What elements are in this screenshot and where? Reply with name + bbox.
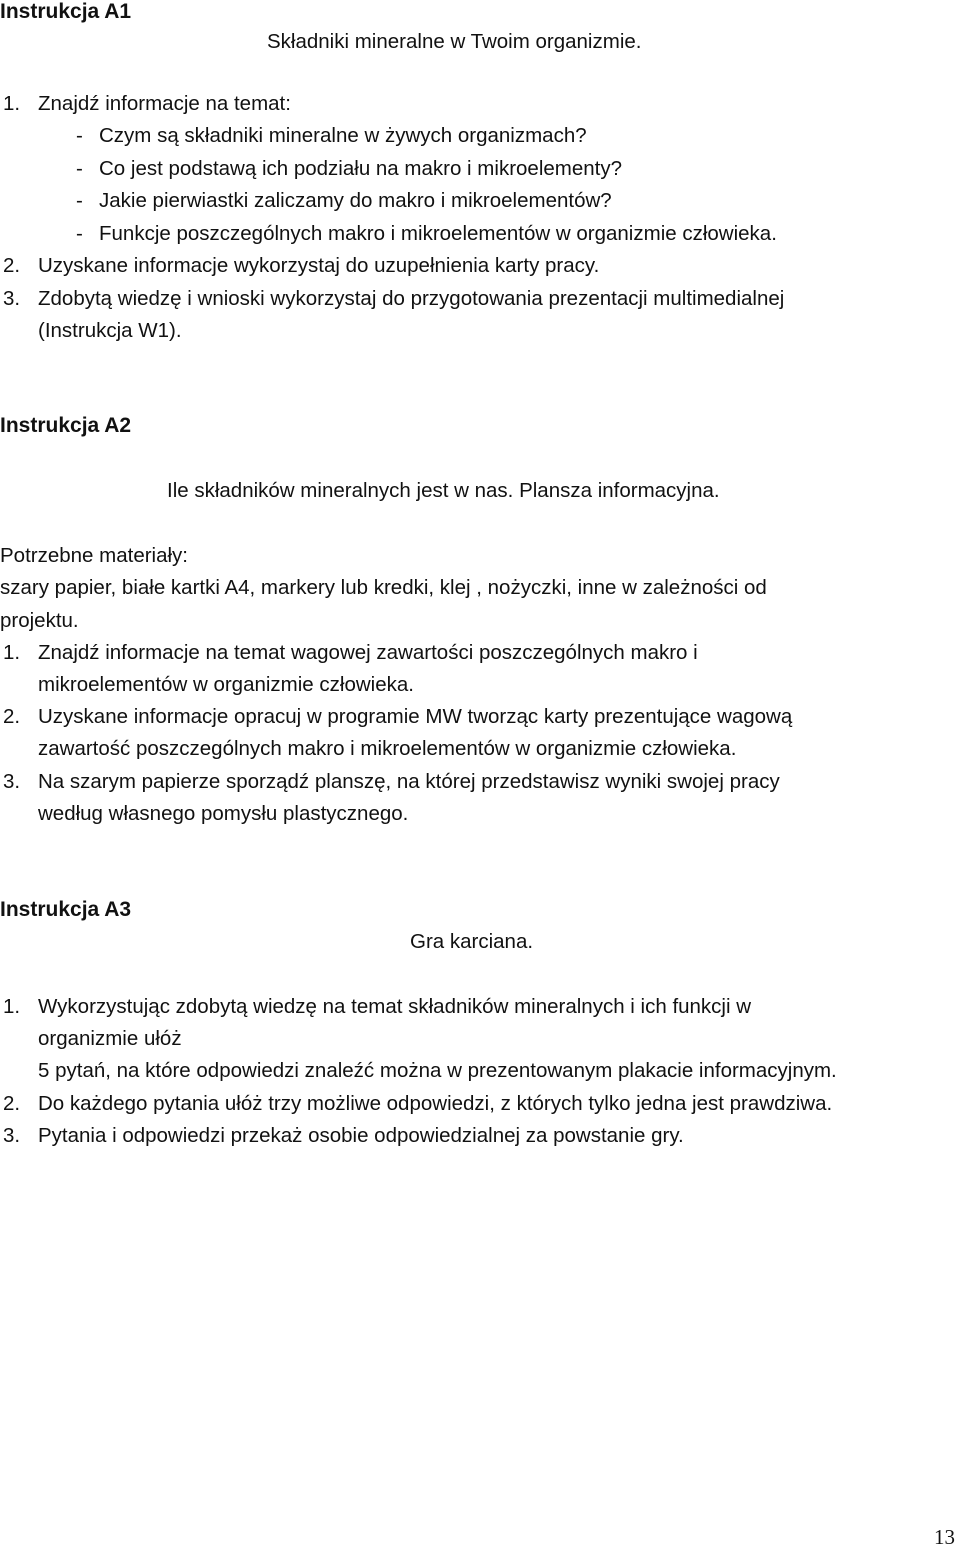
a3-item1-line3: 5 pytań, na które odpowiedzi znaleźć można w prezentowanym plakacie informacyjnym. bbox=[38, 1059, 837, 1082]
a2-item1-line2: mikroelementów w organizmie człowieka. bbox=[38, 673, 414, 696]
a1-item1-text: Znajdź informacje na temat: bbox=[38, 92, 291, 115]
heading-a1: Instrukcja A1 bbox=[0, 0, 132, 23]
a2-item3-line2: według własnego pomysłu plastycznego. bbox=[38, 802, 409, 825]
subtitle-a1: Składniki mineralne w Twoim organizmie. bbox=[267, 30, 642, 53]
a2-item2-line1: Uzyskane informacje opracuj w programie MW tworząc karty prezentujące wagową bbox=[38, 705, 793, 728]
a1-bullet-marker: - bbox=[76, 189, 83, 212]
a1-bullet-2: Co jest podstawą ich podziału na makro i mikroelementy? bbox=[99, 157, 623, 180]
a2-item3-number: 3. bbox=[3, 770, 21, 793]
a1-bullet-marker: - bbox=[76, 157, 83, 180]
a3-item3-number: 3. bbox=[3, 1124, 21, 1147]
a1-bullet-4: Funkcje poszczególnych makro i mikroelementów w organizmie człowieka. bbox=[99, 222, 777, 245]
a1-item2-text: Uzyskane informacje wykorzystaj do uzupełnienia karty pracy. bbox=[38, 254, 600, 277]
a2-materials-label: Potrzebne materiały: bbox=[0, 544, 189, 567]
heading-a3: Instrukcja A3 bbox=[0, 898, 132, 921]
a2-materials-line1: szary papier, białe kartki A4, markery lub kredki, klej , nożyczki, inne w zależności od bbox=[0, 576, 767, 599]
a3-item1-line1: Wykorzystując zdobytą wiedzę na temat składników mineralnych i ich funkcji w bbox=[38, 995, 752, 1018]
a1-item3-line2: (Instrukcja W1). bbox=[38, 319, 182, 342]
a1-bullet-marker: - bbox=[76, 124, 83, 147]
a2-item1-line1: Znajdź informacje na temat wagowej zawartości poszczególnych makro i bbox=[38, 641, 698, 664]
heading-a2: Instrukcja A2 bbox=[0, 414, 132, 437]
page-number: 13 bbox=[934, 1525, 955, 1549]
a1-bullet-3: Jakie pierwiastki zaliczamy do makro i mikroelementów? bbox=[99, 189, 612, 212]
a1-item2-number: 2. bbox=[3, 254, 21, 277]
a3-item1-line2: organizmie ułóż bbox=[38, 1027, 182, 1050]
a1-item1-number: 1. bbox=[3, 92, 21, 115]
a2-item2-number: 2. bbox=[3, 705, 21, 728]
a3-item2-text: Do każdego pytania ułóż trzy możliwe odpowiedzi, z których tylko jedna jest prawdziwa. bbox=[38, 1092, 833, 1115]
a1-item3-line1: Zdobytą wiedzę i wnioski wykorzystaj do przygotowania prezentacji multimedialnej bbox=[38, 287, 785, 310]
a2-materials-line2: projektu. bbox=[0, 609, 79, 632]
a1-item3-number: 3. bbox=[3, 287, 21, 310]
a2-item2-line2: zawartość poszczególnych makro i mikroelementów w organizmie człowieka. bbox=[38, 737, 737, 760]
a3-item3-text: Pytania i odpowiedzi przekaż osobie odpowiedzialnej za powstanie gry. bbox=[38, 1124, 684, 1147]
subtitle-a2: Ile składników mineralnych jest w nas. Plansza informacyjna. bbox=[167, 479, 720, 502]
a3-item2-number: 2. bbox=[3, 1092, 21, 1115]
a3-item1-number: 1. bbox=[3, 995, 21, 1018]
a2-item3-line1: Na szarym papierze sporządź planszę, na której przedstawisz wyniki swojej pracy bbox=[38, 770, 780, 793]
a1-bullet-1: Czym są składniki mineralne w żywych organizmach? bbox=[99, 124, 587, 147]
subtitle-a3: Gra karciana. bbox=[410, 930, 534, 953]
a2-item1-number: 1. bbox=[3, 641, 21, 664]
a1-bullet-marker: - bbox=[76, 222, 83, 245]
